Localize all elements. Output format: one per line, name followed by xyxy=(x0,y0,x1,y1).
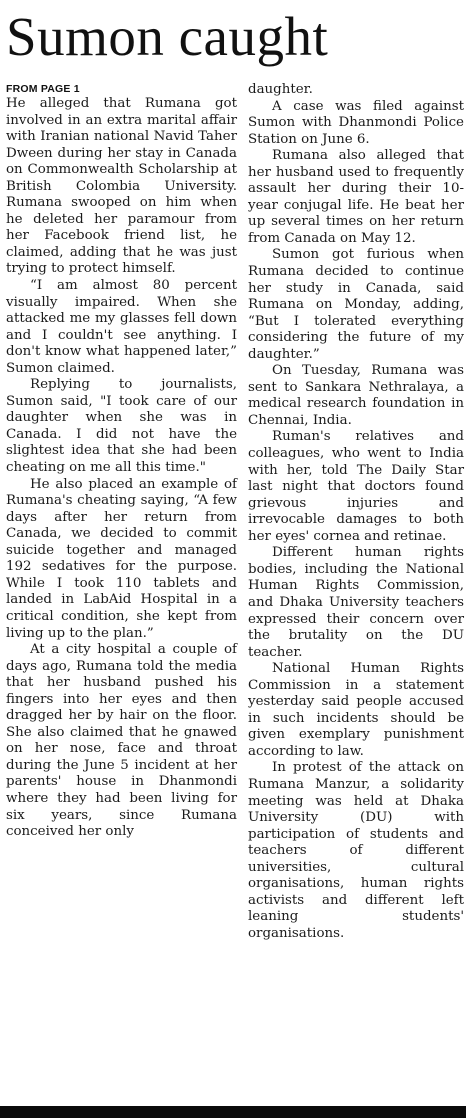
paragraph: He alleged that Rumana got involved in an extra marital affair with Iranian national Navid Taher Dween during her stay in Canada on Commonwealth Scholarship at British Colombia University. Rumana swooped on him when he deleted her paramour from her Facebook friend list, he claimed, adding that he was just trying to protect himself. xyxy=(6,96,237,277)
paragraph: On Tuesday, Rumana was sent to Sankara Nethralaya, a medical research foundation in Chennai, India. xyxy=(248,363,464,428)
headline: Sumon caught xyxy=(6,6,329,67)
paragraph: He also placed an example of Rumana's cheating saying, “A few days after her return from Canada, we decided to commit suicide together and managed 192 sedatives for the purpose. While I took 110 tablets and landed in LabAid Hospital in a critical condition, she kept from living up to the plan.” xyxy=(6,476,237,641)
bottom-edge-bar xyxy=(0,1106,466,1118)
paragraph: Rumana also alleged that her husband used to frequently assault her during their 10-year conjugal life. He beat her up several times on her return from Canada on May 12. xyxy=(248,148,464,246)
article-column-1 xyxy=(6,82,237,841)
paragraph: National Human Rights Commission in a statement yesterday said people accused in such incidents should be given exemplary punishment according to law. xyxy=(248,661,464,759)
article-column-2 xyxy=(248,82,464,942)
paragraph: Ruman's relatives and colleagues, who went to India with her, told The Daily Star last night that doctors found grievous injuries and irrevocable damages to both her eyes' cornea and retinae. xyxy=(248,429,464,544)
paragraph: At a city hospital a couple of days ago, Rumana told the media that her husband pushed his fingers into her eyes and then dragged her by hair on the floor. She also claimed that he gnawed on her nose, face and throat during the June 5 incident at her parents' house in Dhanmondi where they had been living for six years, since Rumana conceived her only xyxy=(6,642,237,840)
paragraph: Replying to journalists, Sumon said, "I took care of our daughter when she was in Canada. I did not have the slightest idea that she had been cheating on me all this time." xyxy=(6,377,237,476)
paragraph: Sumon got furious when Rumana decided to continue her study in Canada, said Rumana on Monday, adding, “But I tolerated everything considering the future of my daughter.” xyxy=(248,247,464,362)
paragraph: A case was filed against Sumon with Dhanmondi Police Station on June 6. xyxy=(248,98,464,147)
continuation-kicker: FROM PAGE 1 xyxy=(6,83,80,95)
paragraph: daughter. xyxy=(248,82,313,97)
paragraph: Different human rights bodies, including the National Human Rights Commission, and Dhaka University teachers expressed their concern over the brutality on the DU teacher. xyxy=(248,545,464,660)
paragraph: In protest of the attack on Rumana Manzur, a solidarity meeting was held at Dhaka University (DU) with participation of students and teachers of different universities, cultural organisations, human rights activists and different left leaning students' organisations. xyxy=(248,760,464,941)
paragraph: “I am almost 80 percent visually impaired. When she attacked me my glasses fell down and I couldn't see anything. I don't know what happened later,” Sumon claimed. xyxy=(6,278,237,376)
